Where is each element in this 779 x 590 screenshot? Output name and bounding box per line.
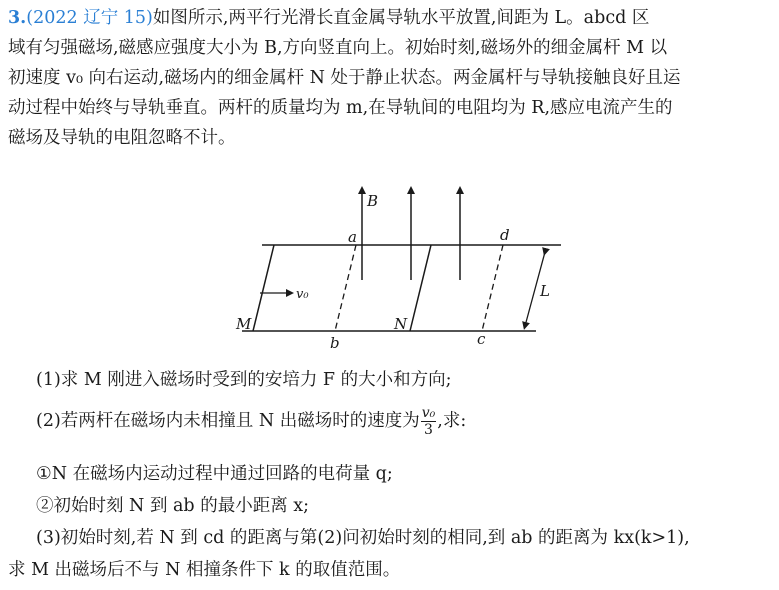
label-d: d <box>500 226 510 244</box>
problem-text-1: 如图所示,两平行光滑长直金属导轨水平放置,间距为 L。abcd 区 <box>152 8 650 28</box>
problem-line-1 <box>8 3 772 33</box>
fraction-denominator: 3 <box>424 422 433 438</box>
label-b-point: b <box>330 334 340 352</box>
boundary-dc <box>482 245 503 331</box>
rod-m <box>253 245 274 331</box>
problem-line-3: 初速度 v₀ 向右运动,磁场内的细金属杆 N 处于静止状态。两金属杆与导轨接触良好且运 <box>8 68 681 88</box>
question-2-suffix: ,求: <box>437 411 467 431</box>
problem-line-4: 动过程中始终与导轨垂直。两杆的质量均为 m,在导轨间的电阻均为 R,感应电流产生的 <box>8 98 673 118</box>
label-a: a <box>348 228 357 246</box>
question-3-line-1: (3)初始时刻,若 N 到 cd 的距离与第(2)问初始时刻的相同,到 ab 的距离为 kx(k>1), <box>36 528 690 548</box>
label-l: L <box>540 282 550 300</box>
label-b-field: B <box>367 192 379 210</box>
velocity-fraction <box>421 406 437 437</box>
question-1: (1)求 M 刚进入磁场时受到的安培力 F 的大小和方向; <box>36 370 452 390</box>
problem-number: 3. <box>8 8 27 28</box>
problem-line-5: 磁场及导轨的电阻忽略不计。 <box>8 128 236 148</box>
boundary-ab <box>335 245 356 331</box>
question-2-part-1: ①N 在磁场内运动过程中通过回路的电荷量 q; <box>36 464 393 484</box>
problem-statement <box>8 3 772 153</box>
fraction-numerator: v₀ <box>421 405 436 421</box>
label-v0: v₀ <box>296 287 309 302</box>
label-m: M <box>236 315 252 333</box>
rod-n <box>410 245 431 331</box>
question-2-prefix: (2)若两杆在磁场内未相撞且 N 出磁场时的速度为 <box>36 411 420 431</box>
rail-field-diagram <box>0 180 779 355</box>
problem-source: (2022 辽宁 15) <box>26 8 153 28</box>
question-2 <box>36 406 466 437</box>
question-3-line-2: 求 M 出磁场后不与 N 相撞条件下 k 的取值范围。 <box>8 560 401 580</box>
label-n: N <box>394 315 408 333</box>
question-2-part-2: ②初始时刻 N 到 ab 的最小距离 x; <box>36 496 310 516</box>
problem-line-2: 域有匀强磁场,磁感应强度大小为 B,方向竖直向上。初始时刻,磁场外的细金属杆 M 以 <box>8 38 668 58</box>
label-c: c <box>477 330 486 348</box>
